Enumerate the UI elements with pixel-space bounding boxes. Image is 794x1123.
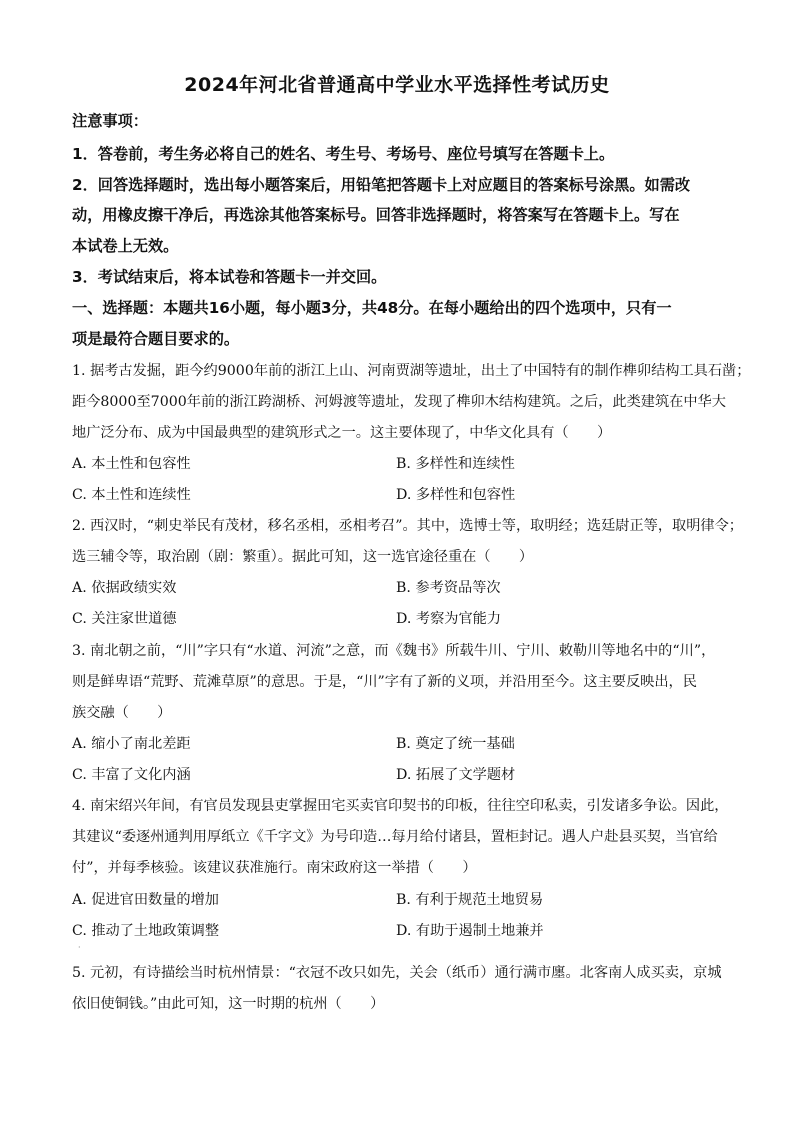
question-2-option-c: C. 关注家世道德 <box>72 611 177 627</box>
question-3-line-1: 3. 南北朝之前，“川”字只有“水道、河流”之意，而《魏书》所载牛川、宁川、敕勒川等地名中的“川”， <box>72 643 716 659</box>
stray-mark: · <box>78 943 81 952</box>
question-3-line-2: 则是鲜卑语“荒野、荒滩草原”的意思。于是，“川”字有了新的义项，并沿用至今。这主要反映出，民 <box>72 674 697 690</box>
section-heading-line-1: 一、选择题：本题共16小题，每小题3分，共48分。在每小题给出的四个选项中，只有一 <box>72 299 672 317</box>
notice-item-1: 1．答卷前，考生务必将自己的姓名、考生号、考场号、座位号填写在答题卡上。 <box>72 145 615 163</box>
question-1-option-c: C. 本土性和连续性 <box>72 487 191 503</box>
question-2-option-d: D. 考察为官能力 <box>396 611 502 627</box>
question-2-option-b: B. 参考资品等次 <box>396 580 501 596</box>
notice-item-2-line-3: 本试卷上无效。 <box>72 237 179 255</box>
notice-item-2-line-1: 2．回答选择题时，选出每小题答案后，用铅笔把答题卡上对应题目的答案标号涂黑。如需改 <box>72 176 691 194</box>
question-3-option-c: C. 丰富了文化内涵 <box>72 767 191 783</box>
question-4-option-d: D. 有助于遏制土地兼并 <box>396 923 544 939</box>
question-1-line-3: 地广泛分布、成为中国最典型的建筑形式之一。这主要体现了，中华文化具有（ ） <box>72 425 612 441</box>
question-4-option-b: B. 有利于规范土地贸易 <box>396 892 544 908</box>
exam-title: 2024年河北省普通高中学业水平选择性考试历史 <box>184 74 610 96</box>
question-5-line-2: 依旧使铜钱。”由此可知，这一时期的杭州（ ） <box>72 996 385 1012</box>
question-3-option-b: B. 奠定了统一基础 <box>396 736 515 752</box>
question-2-option-a: A. 依据政绩实效 <box>72 580 177 596</box>
question-4-line-1: 4. 南宋绍兴年间，有官员发现县吏掌握田宅买卖官印契书的印板，往往空印私卖，引发诸多争讼。因此， <box>72 798 729 814</box>
section-heading-line-2: 项是最符合题目要求的。 <box>72 330 240 348</box>
question-1-line-2: 距今8000至7000年前的浙江跨湖桥、河姆渡等遗址，发现了榫卯木结构建筑。之后，此类建筑在中华大 <box>72 394 726 410</box>
question-3-option-a: A. 缩小了南北差距 <box>72 736 191 752</box>
question-1-line-1: 1. 据考古发掘，距今约9000年前的浙江上山、河南贾湖等遗址，出土了中国特有的制作榫卯结构工具石凿； <box>72 363 751 379</box>
question-2-line-2: 选三辅令等，取治剧（剧：繁重）。据此可知，这一选官途径重在（ ） <box>72 549 534 565</box>
question-4-line-3: 付”，并每季核验。该建议获准施行。南宋政府这一举措（ ） <box>72 860 477 876</box>
notice-item-3: 3．考试结束后，将本试卷和答题卡一并交回。 <box>72 268 387 286</box>
notice-heading: 注意事项： <box>72 112 148 130</box>
question-1-option-a: A. 本土性和包容性 <box>72 456 191 472</box>
question-3-option-d: D. 拓展了文学题材 <box>396 767 516 783</box>
question-4-option-c: C. 推动了土地政策调整 <box>72 923 220 939</box>
question-2-line-1: 2. 西汉时，“刺史举民有茂材，移名丞相，丞相考召”。其中，选博士等，取明经；选廷尉正等，取明律令； <box>72 518 743 534</box>
question-1-option-d: D. 多样性和包容性 <box>396 487 516 503</box>
question-3-line-3: 族交融（ ） <box>72 705 172 721</box>
question-1-option-b: B. 多样性和连续性 <box>396 456 515 472</box>
question-4-option-a: A. 促进官田数量的增加 <box>72 892 219 908</box>
question-5-line-1: 5. 元初，有诗描绘当时杭州情景：“衣冠不改只如先，关会（纸币）通行满市廛。北客南人成买卖，京城 <box>72 965 722 981</box>
question-4-line-2: 其建议“委逐州通判用厚纸立《千字文》为号印造…每月给付诸县，置柜封记。遇人户赴县买契，当官给 <box>72 829 718 845</box>
notice-item-2-line-2: 动，用橡皮擦干净后，再选涂其他答案标号。回答非选择题时，将答案写在答题卡上。写在 <box>72 206 680 224</box>
